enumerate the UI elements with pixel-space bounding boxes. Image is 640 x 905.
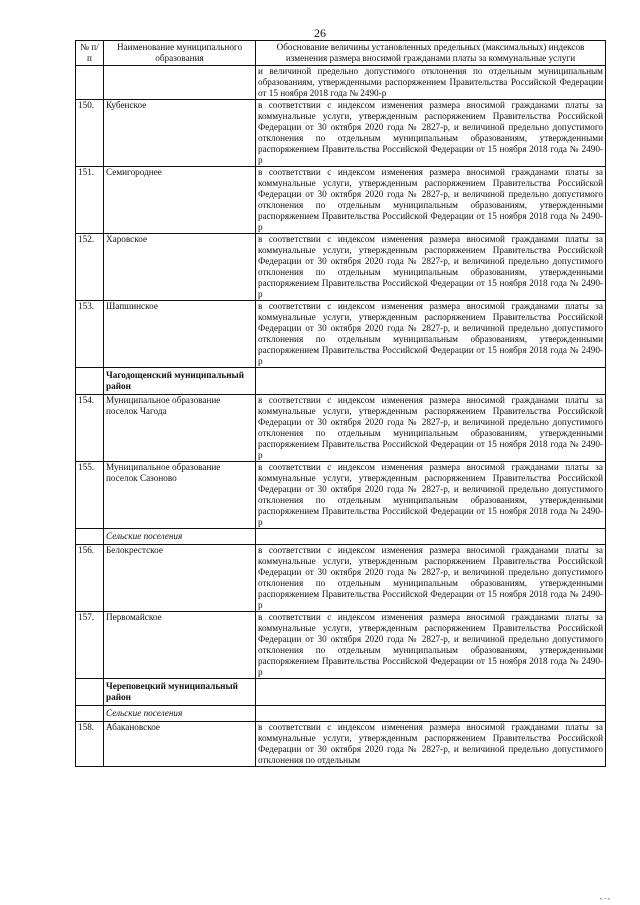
municipality-name: Шапшинское — [104, 301, 256, 368]
row-num: 155. — [76, 462, 104, 529]
municipality-name: Кубенское — [104, 100, 256, 167]
table-row — [76, 612, 606, 679]
row-basis — [256, 706, 606, 722]
municipality-name: Абакановское — [104, 722, 256, 767]
row-basis: в соответствии с индексом изменения размера вносимой гражданами платы за коммунальные услуги, утвержденным распоряжением Правительства Российской Федерации от 30 октября 2020 года № 2827-р, и величиной предельно допустимого отклонения по отдельным муниципальным образованиям, утвержденными распоряжением Правительства Российской Федерации от 15 ноября 2018 года № 2490-р — [256, 100, 606, 167]
municipality-name: Первомайское — [104, 612, 256, 679]
row-basis: в соответствии с индексом изменения размера вносимой гражданами платы за коммунальные услуги, утвержденным распоряжением Правительства Российской Федерации от 30 октября 2020 года № 2827-р, и величиной предельно допустимого отклонения по отдельным муниципальным образованиям, утвержденными распоряжением Правительства Российской Федерации от 15 ноября 2018 года № 2490-р — [256, 395, 606, 462]
table-header-row — [76, 41, 606, 66]
row-basis: и величиной предельно допустимого отклонения по отдельным муниципальным образованиям, утвержденными распоряжением Правительства Российской Федерации от 15 ноября 2018 года № 2490-р — [256, 66, 606, 100]
municipality-name: Семигороднее — [104, 167, 256, 234]
page-number: 26 — [314, 26, 326, 40]
district-name: Череповецкий муниципальный район — [104, 679, 256, 706]
row-num: 150. — [76, 100, 104, 167]
row-basis: в соответствии с индексом изменения размера вносимой гражданами платы за коммунальные услуги, утвержденным распоряжением Правительства Российской Федерации от 30 октября 2020 года № 2827-р, и величиной предельно допустимого отклонения по отдельным муниципальным образованиям, утвержденными распоряжением Правительства Российской Федерации от 15 ноября 2018 года № 2490-р — [256, 301, 606, 368]
row-num — [76, 529, 104, 545]
row-basis: в соответствии с индексом изменения размера вносимой гражданами платы за коммунальные услуги, утвержденным распоряжением Правительства Российской Федерации от 30 октября 2020 года № 2827-р, и величиной предельно допустимого отклонения по отдельным муниципальным образованиям, утвержденными распоряжением Правительства Российской Федерации от 15 ноября 2018 года № 2490-р — [256, 234, 606, 301]
table-row — [76, 545, 606, 612]
table-row — [76, 301, 606, 368]
municipality-name: Муниципальное образование поселок Чагода — [104, 395, 256, 462]
carry-over-row — [76, 66, 606, 100]
corner-mark-bottom: , . , — [600, 892, 610, 901]
subsection-row — [76, 529, 606, 545]
table-row — [76, 722, 606, 767]
row-name — [104, 66, 256, 100]
row-basis: в соответствии с индексом изменения размера вносимой гражданами платы за коммунальные услуги, утвержденным распоряжением Правительства Российской Федерации от 30 октября 2020 года № 2827-р, и величиной предельно допустимого отклонения по отдельным муниципальным образованиям, утвержденными распоряжением Правительства Российской Федерации от 15 ноября 2018 года № 2490-р — [256, 462, 606, 529]
row-num — [76, 66, 104, 100]
header-num: № п/п — [76, 41, 104, 66]
row-num: 154. — [76, 395, 104, 462]
municipality-name: Белокрестское — [104, 545, 256, 612]
district-section-row — [76, 368, 606, 395]
subsection-title: Сельские поселения — [104, 706, 256, 722]
table-row — [76, 100, 606, 167]
header-name: Наименование муниципального образования — [104, 41, 256, 66]
row-num: 158. — [76, 722, 104, 767]
row-num — [76, 368, 104, 395]
table-row — [76, 462, 606, 529]
header-basis: Обоснование величины установленных предельных (максимальных) индексов изменения размера вносимой гражданами платы за коммунальные услуги — [256, 41, 606, 66]
row-num: 157. — [76, 612, 104, 679]
row-basis: в соответствии с индексом изменения размера вносимой гражданами платы за коммунальные услуги, утвержденным распоряжением Правительства Российской Федерации от 30 октября 2020 года № 2827-р, и величиной предельно допустимого отклонения по отдельным муниципальным образованиям, утвержденными распоряжением Правительства Российской Федерации от 15 ноября 2018 года № 2490-р — [256, 167, 606, 234]
municipality-name: Муниципальное образование поселок Сазоново — [104, 462, 256, 529]
table-row — [76, 395, 606, 462]
subsection-title: Сельские поселения — [104, 529, 256, 545]
district-name: Чагодощенский муниципальный район — [104, 368, 256, 395]
subsection-row — [76, 706, 606, 722]
table-row — [76, 167, 606, 234]
row-num: 153. — [76, 301, 104, 368]
row-num — [76, 706, 104, 722]
row-num: 156. — [76, 545, 104, 612]
row-num — [76, 679, 104, 706]
row-basis: в соответствии с индексом изменения размера вносимой гражданами платы за коммунальные услуги, утвержденным распоряжением Правительства Российской Федерации от 30 октября 2020 года № 2827-р, и величиной предельно допустимого отклонения по отдельным муниципальным образованиям, утвержденными распоряжением Правительства Российской Федерации от 15 ноября 2018 года № 2490-р — [256, 612, 606, 679]
table-body — [76, 66, 606, 767]
row-basis: в соответствии с индексом изменения размера вносимой гражданами платы за коммунальные услуги, утвержденным распоряжением Правительства Российской Федерации от 30 октября 2020 года № 2827-р, и величиной предельно допустимого отклонения по отдельным муниципальным образованиям, утвержденными распоряжением Правительства Российской Федерации от 15 ноября 2018 года № 2490-р — [256, 545, 606, 612]
row-basis: в соответствии с индексом изменения размера вносимой гражданами платы за коммунальные услуги, утвержденным распоряжением Правительства Российской Федерации от 30 октября 2020 года № 2827-р, и величиной предельно допустимого отклонения по отдельным — [256, 722, 606, 767]
row-num: 152. — [76, 234, 104, 301]
row-num: 151. — [76, 167, 104, 234]
row-basis — [256, 679, 606, 706]
district-section-row — [76, 679, 606, 706]
municipality-name: Харовское — [104, 234, 256, 301]
row-basis — [256, 529, 606, 545]
row-basis — [256, 368, 606, 395]
table-row — [76, 234, 606, 301]
index-table — [75, 40, 606, 767]
